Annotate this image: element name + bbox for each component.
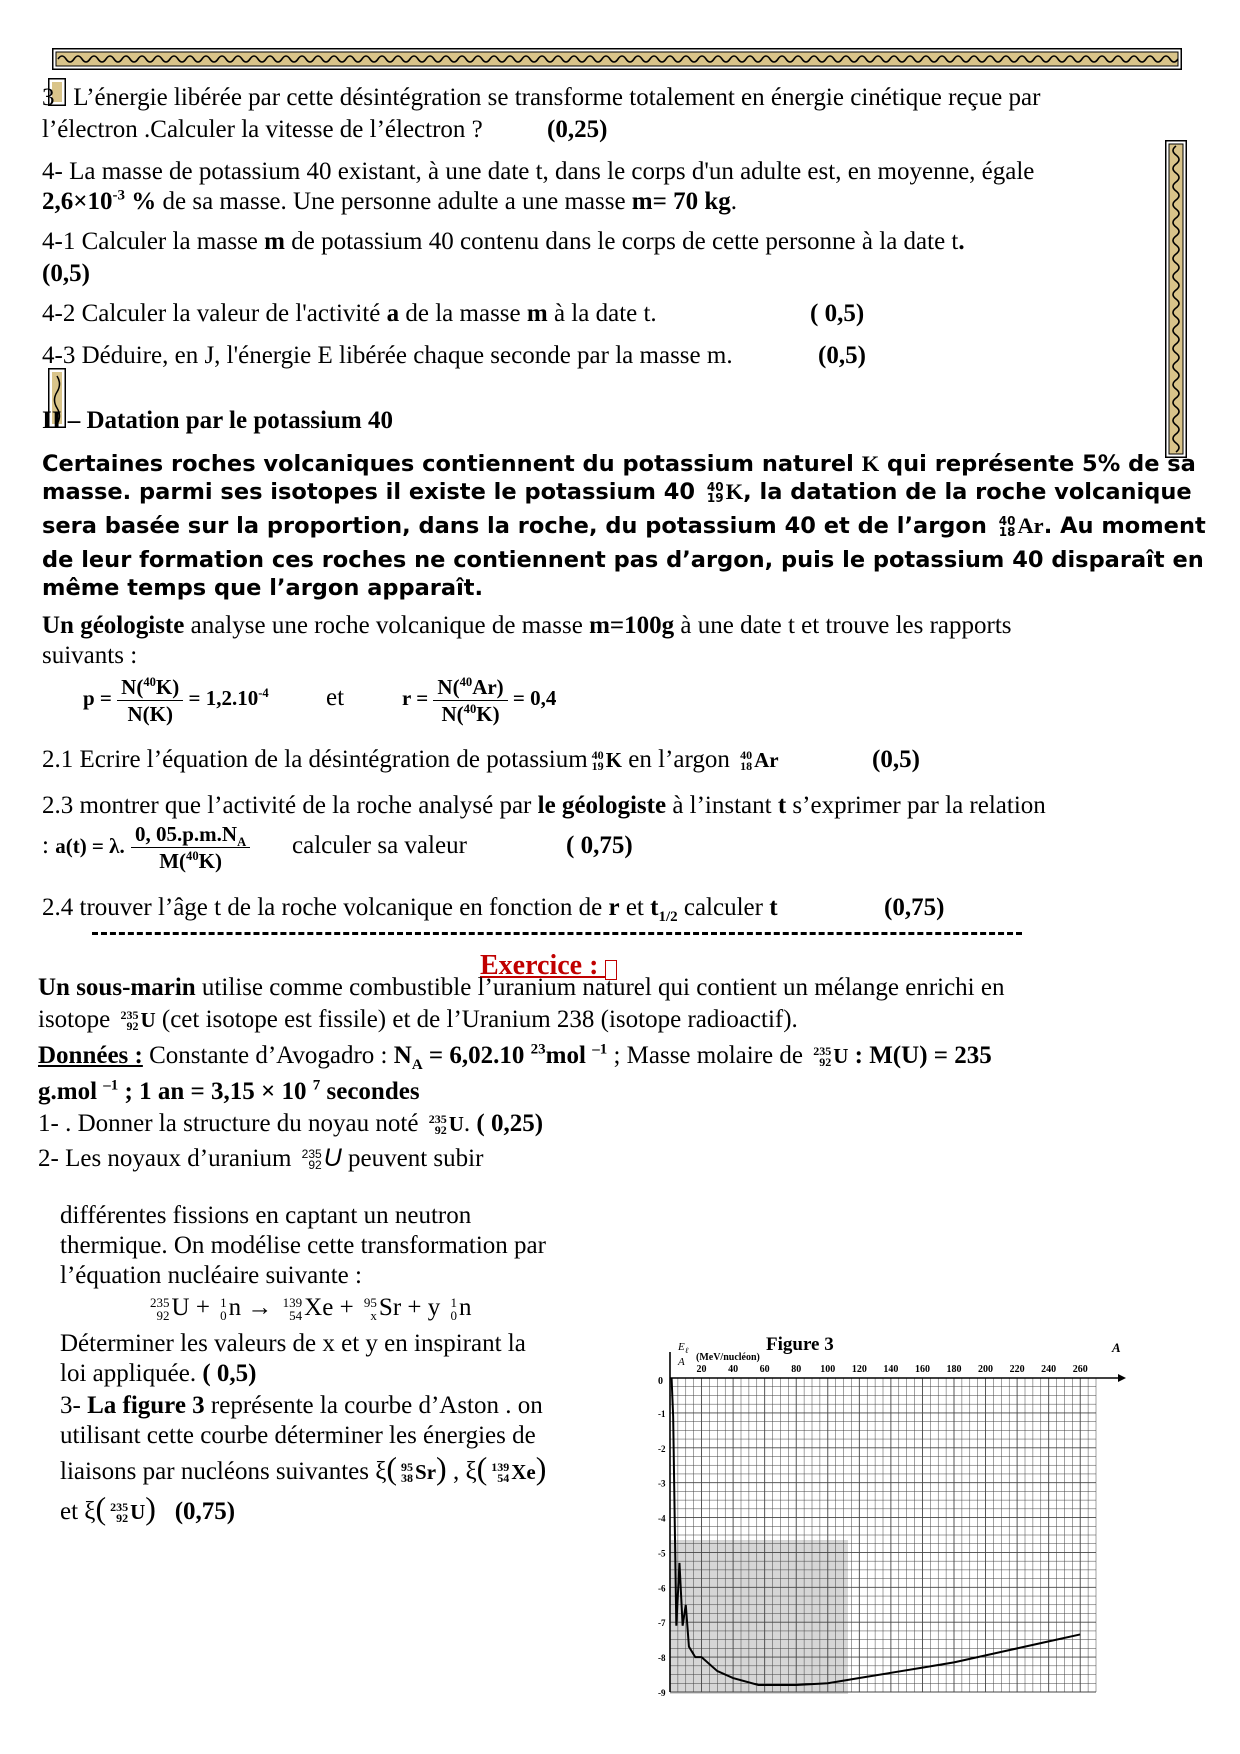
ratio-p-denominator: N(K)	[127, 701, 173, 726]
q21-text-a: 2.1 Ecrire l’équation de la désintégration de potassium	[42, 746, 588, 773]
y-tick-label: -6	[658, 1583, 666, 1594]
part2-p1a: Certaines roches volcaniques contiennent du potassium naturel	[42, 451, 862, 477]
x-tick-label: 80	[791, 1364, 802, 1375]
u-symbol-2: U	[833, 1044, 849, 1068]
q24-sub: 1/2	[658, 909, 678, 925]
part2-p1b: qui représente 5% de sa	[879, 451, 1196, 477]
eq-xe-z: 54	[289, 1308, 303, 1324]
x-tick-label: 240	[1041, 1364, 1057, 1375]
x-tick-label: 140	[883, 1364, 899, 1375]
q23-calc: calculer sa valeur	[292, 832, 467, 859]
ex-line1	[38, 972, 1004, 1004]
q2-u-mass: 235	[301, 1147, 322, 1162]
eq-n-z: 0	[220, 1308, 227, 1324]
x-tick-label: 200	[978, 1364, 994, 1375]
q4-percent: %	[125, 188, 157, 215]
q41-dot: .	[958, 228, 965, 255]
ratio-p-formula	[83, 668, 269, 728]
q21-text-b: en l’argon	[622, 746, 737, 773]
geo-text-b: analyse une roche volcanique de masse	[184, 612, 590, 639]
q24-line	[42, 892, 778, 924]
q43-text: 4-3 Déduire, en J, l'énergie E libérée chaque seconde par la masse m.	[42, 342, 733, 369]
q1-u-z: 92	[434, 1123, 447, 1138]
x-tick-label: 120	[851, 1364, 867, 1375]
q41-line1	[42, 226, 965, 258]
sr-symbol: Sr	[415, 1460, 437, 1484]
q21-ar-mass: 40	[740, 748, 753, 763]
q3-text2: l’électron .Calculer la vitesse de l’électron ?	[42, 116, 483, 143]
eq-n-mass: 1	[220, 1295, 227, 1311]
ex-l4exp: –1	[103, 1077, 119, 1094]
na-symbol: N	[393, 1042, 412, 1069]
ex-q3a: 3-	[60, 1392, 88, 1419]
q42-text-c: à la date t.	[547, 300, 657, 327]
y-unit: (MeV/nucléon)	[696, 1352, 760, 1363]
q42-text-b: de la masse	[399, 300, 527, 327]
y-label-e: E	[678, 1341, 685, 1353]
ratio-r-den-isotope: 40	[463, 701, 477, 716]
y-tick-label: -8	[658, 1653, 666, 1664]
activity-fraction	[131, 821, 250, 874]
q3-number: 3	[42, 84, 55, 111]
fission-equation: 235 92 U + 1 0 n → 139 54 Xe + 95 x Sr + y 1 0 n	[150, 1294, 472, 1324]
activity-formula	[42, 818, 250, 874]
u235-nuclide	[120, 1010, 138, 1032]
y-label-a: A	[678, 1356, 685, 1368]
geologist-label: Un géologiste	[42, 612, 185, 639]
q4-line2	[42, 186, 737, 218]
ex-line2	[38, 1004, 798, 1036]
sr-mass: 95	[401, 1460, 414, 1475]
eq-u-symbol: U	[171, 1294, 190, 1321]
xi-xe: ξ	[465, 1458, 477, 1485]
xe-mass: 139	[491, 1460, 510, 1475]
rock-mass: m=100g	[589, 612, 675, 639]
geo-text-c: à une date t et trouve les rapports	[674, 612, 1012, 639]
na-unit: mol	[545, 1042, 593, 1069]
k40-atomic-number: 19	[706, 490, 724, 505]
part2-title: II – Datation par le potassium 40	[42, 407, 393, 434]
q41-text-b: de potassium 40 contenu dans le corps de cette personne à la date t	[284, 228, 959, 255]
ex-q3e: et	[60, 1498, 85, 1525]
q2-u-nuclide	[302, 1149, 322, 1171]
geologist-line2: suivants :	[42, 642, 138, 669]
part2-p3b: . Au moment	[1043, 513, 1206, 539]
q24-t: t	[650, 894, 659, 921]
xe-nuclide	[491, 1462, 509, 1484]
q42-points: ( 0,5)	[810, 300, 865, 327]
q3-u-mass: 235	[110, 1500, 129, 1515]
q43-line	[42, 340, 733, 372]
ex-l4c: secondes	[320, 1078, 420, 1105]
ratio-r-formula	[402, 668, 556, 728]
ex-q2-line4: l’équation nucléaire suivante :	[60, 1262, 362, 1289]
q1-u-symbol: U	[448, 1112, 464, 1136]
q4-exponent: -3	[112, 187, 125, 204]
na-unit-exp: –1	[592, 1041, 608, 1058]
q42-activity: a	[386, 300, 400, 327]
ex-q3-line1	[60, 1390, 543, 1422]
submarine-label: Un sous-marin	[38, 974, 196, 1001]
eq-n2-z: 0	[450, 1308, 457, 1324]
ratio-p-exponent: -4	[258, 686, 269, 700]
q4-dot: .	[730, 188, 738, 215]
q41-text-a: 4-1 Calculer la masse	[42, 228, 265, 255]
x-axis-label: A	[1112, 1340, 1121, 1355]
ex-q2b: peuvent subir	[341, 1145, 484, 1172]
ex-q2-text: 2- Les noyaux d’uranium	[38, 1145, 298, 1172]
eq-sr-z: x	[370, 1308, 377, 1324]
eq-sr-mass: 95	[363, 1295, 377, 1311]
x-tick-label: 260	[1072, 1364, 1088, 1375]
ex-q3-line4: et ξ( 235 92 U) (0,75)	[60, 1490, 236, 1526]
part2-para-line4: de leur formation ces roches ne contiennent pas d’argon, puis le potassium 40 disparaît en	[42, 547, 1204, 573]
part2-p2b: , la datation de la roche volcanique	[743, 479, 1192, 505]
y-tick-label: -1	[658, 1408, 666, 1419]
part2-para-line5: même temps que l’argon apparaît.	[42, 575, 484, 601]
ex-q1-text: 1- . Donner la structure du noyau noté	[38, 1110, 425, 1137]
q21-ar-z: 18	[740, 759, 753, 774]
activity-lhs: a(t) = λ.	[55, 834, 125, 858]
y-tick-label: -2	[658, 1443, 666, 1454]
ex-q3-line2: utilisant cette courbe déterminer les énergies de	[60, 1422, 536, 1449]
et-word: et	[326, 684, 345, 711]
q42-line	[42, 298, 657, 330]
u235-mass: 235	[120, 1008, 139, 1023]
ex-l4exp2: 7	[312, 1077, 321, 1094]
q3-u-nuclide	[110, 1502, 128, 1524]
x-tick-label: 220	[1009, 1364, 1025, 1375]
x-tick-label: 20	[696, 1364, 707, 1375]
eq-u-z: 92	[156, 1308, 170, 1324]
eq-xe-symbol: Xe +	[304, 1294, 360, 1321]
x-tick-label: 180	[946, 1364, 962, 1375]
part2-para-line3	[42, 510, 1206, 542]
q3-u-symbol: U	[130, 1500, 146, 1524]
k40-symbol: K	[725, 479, 744, 504]
q21-k-symbol: K	[605, 748, 623, 772]
x-tick-label: 60	[759, 1364, 770, 1375]
ratio-p-numerator: N($^{40}$K)	[117, 674, 183, 701]
q1-dot: .	[463, 1110, 477, 1137]
ex-q3-line3: liaisons par nucléons suivantes ξ( 95 38 Sr) , ξ( 139 54 Xe)	[60, 1450, 547, 1486]
ex-q2g: loi appliquée.	[60, 1360, 203, 1387]
ratio-r-fraction	[433, 674, 507, 727]
activity-numerator	[131, 821, 250, 848]
q1-u-nuclide	[429, 1114, 447, 1136]
x-tick-label: 40	[728, 1364, 739, 1375]
figure-3-ref: La figure 3	[87, 1392, 205, 1419]
q24-et: et	[619, 894, 651, 921]
q23-colon: :	[42, 832, 49, 859]
u235-z: 92	[126, 1019, 139, 1034]
u235-symbol: U	[140, 1008, 156, 1032]
decorative-border-right	[1165, 140, 1187, 458]
q3-points: (0,25)	[547, 116, 608, 143]
q4-line1	[42, 156, 1034, 188]
q42-text-a: 4-2 Calculer la valeur de l'activité	[42, 300, 387, 327]
q21-k-nuclide	[592, 750, 604, 772]
ex-q2-line2: différentes fissions en captant un neutron	[60, 1202, 472, 1229]
r-lhs: r =	[402, 686, 429, 710]
ratio-r-value: = 0,4	[512, 686, 557, 710]
ex-l4a: g.mol	[38, 1078, 104, 1105]
q21-ar-nuclide	[740, 750, 752, 772]
q24-r: r	[608, 894, 620, 921]
na-value: = 6,02.10	[422, 1042, 531, 1069]
q3-line1	[42, 82, 1040, 114]
q23-text-b: à l’instant	[666, 792, 778, 819]
k40-mass-number: 40	[706, 479, 724, 494]
eq-n-symbol: n	[228, 1294, 242, 1321]
xi-u: ξ	[84, 1498, 96, 1525]
q21-k-z: 19	[591, 759, 604, 774]
activity-denominator: M($^{40}$K)	[159, 848, 222, 873]
ex-q2-line5: Déterminer les valeurs de x et y en inspirant la	[60, 1330, 526, 1357]
ex-l2b: (cet isotope est fissile) et de l’Uranium 238 (isotope radioactif).	[155, 1006, 798, 1033]
ex-q3b: représente la courbe d’Aston . on	[204, 1392, 543, 1419]
figure-title: Figure 3	[766, 1334, 834, 1355]
ex-mm: ; Masse molaire de	[607, 1042, 810, 1069]
geologist-line1	[42, 610, 1012, 642]
activity-num-text: 0, 05.p.m.N	[134, 821, 238, 846]
sr-nuclide	[401, 1462, 413, 1484]
q23-text-c: s’exprimer par la relation	[786, 792, 1046, 819]
q4-mass: m= 70 kg	[631, 188, 731, 215]
ex-q3d: liaisons par nucléons suivantes	[60, 1458, 376, 1485]
x-tick-label: 160	[914, 1364, 930, 1375]
q41-m: m	[264, 228, 285, 255]
y-label-sub: ℓ	[685, 1346, 689, 1355]
ex-line4	[38, 1076, 420, 1108]
ex-q1-points: ( 0,25)	[476, 1110, 544, 1137]
ratio-r-num-isotope: 40	[459, 674, 473, 689]
molar-mass: : M(U) = 235	[848, 1042, 992, 1069]
ex-q1	[38, 1108, 543, 1140]
ex-q2-line1	[38, 1142, 483, 1175]
x-tick-label: 100	[820, 1364, 836, 1375]
data-label: Données :	[38, 1042, 143, 1069]
eq-n2-mass: 1	[450, 1295, 457, 1311]
p-lhs: p =	[83, 686, 112, 710]
ex-q2-points: ( 0,5)	[202, 1360, 257, 1387]
q24-text-a: 2.4 trouver l’âge t de la roche volcanique en fonction de	[42, 894, 609, 921]
q42-m: m	[526, 300, 548, 327]
decorative-border-top	[52, 48, 1182, 70]
activity-num-sub: A	[237, 834, 247, 849]
ratio-p-value: = 1,2.10	[188, 686, 259, 710]
ex-q3-points: (0,75)	[174, 1498, 236, 1525]
eq-sr-symbol: Sr + y	[378, 1294, 447, 1321]
ar40-nuclide	[998, 513, 1016, 539]
eq-n2-nuclide	[451, 1296, 458, 1322]
ex-q2-line3: thermique. On modélise cette transformation par	[60, 1232, 546, 1259]
q2-u-symbol: U	[323, 1144, 342, 1172]
na-exp: 23	[530, 1041, 546, 1058]
part2-p3a: sera basée sur la proportion, dans la roche, du potassium 40 et de l’argon	[42, 513, 995, 539]
ratio-r-numerator: N($^{40}$Ar)	[433, 674, 507, 701]
ar40-symbol: Ar	[1017, 513, 1044, 538]
q21-points: (0,5)	[872, 746, 920, 773]
q3-u-z: 92	[116, 1511, 129, 1526]
q23-t: t	[777, 792, 787, 819]
eq-n-nuclide	[220, 1296, 227, 1322]
shaded-region	[670, 1540, 848, 1694]
q1-u-mass: 235	[428, 1112, 447, 1127]
exercise-title-text: Exercice :	[480, 950, 606, 981]
q43-points: (0,5)	[818, 342, 866, 369]
y-tick-label: -5	[658, 1548, 666, 1559]
k40-nuclide	[706, 479, 724, 505]
ex-l4b: ; 1 an = 3,15 × 10	[118, 1078, 313, 1105]
sr-z: 38	[401, 1471, 414, 1486]
q41-points: (0,5)	[42, 260, 90, 287]
q23-geologist: le géologiste	[537, 792, 667, 819]
q24-tt: t	[769, 894, 778, 921]
ex-av: Constante d’Avogadro :	[142, 1042, 394, 1069]
part2-para-line2	[42, 476, 1192, 508]
ratio-p-num-isotope: 40	[143, 674, 156, 689]
y-tick-label: -4	[658, 1513, 666, 1524]
origin-label: 0	[658, 1376, 663, 1387]
eq-sr-nuclide	[364, 1296, 377, 1322]
q23-text-a: 2.3 montrer que l’activité de la roche analysé par	[42, 792, 538, 819]
q24-points: (0,75)	[884, 894, 945, 921]
u235-nuclide-2	[813, 1046, 831, 1068]
q3-line2	[42, 114, 607, 146]
part2-p2a: masse. parmi ses isotopes il existe le potassium 40	[42, 479, 703, 505]
q4-text1: 4- La masse de potassium 40 existant, à une date t, dans le corps d'un adulte est, en moyenne, égale	[42, 158, 1035, 185]
y-tick-label: -7	[658, 1618, 666, 1629]
q3-text1: L’énergie libérée par cette désintégration se transforme totalement en énergie cinétique reçue par	[73, 84, 1041, 111]
xi-sr: ξ	[375, 1458, 387, 1485]
ex-l2a: isotope	[38, 1006, 117, 1033]
u-mass-2: 235	[813, 1044, 832, 1059]
q4-text2: de sa masse. Une personne adulte a une masse	[156, 188, 632, 215]
ratio-r-denominator: N($^{40}$K)	[441, 701, 500, 726]
ar40-atomic-number: 18	[998, 524, 1016, 539]
y-tick-label: -9	[658, 1688, 666, 1698]
ex-l1b: utilise comme combustible l’uranium naturel qui contient un mélange enrichi en	[195, 974, 1005, 1001]
q24-text-b: calculer	[677, 894, 770, 921]
aston-curve-figure	[656, 1330, 1126, 1698]
eq-u-mass: 235	[150, 1295, 170, 1311]
u-z-2: 92	[819, 1055, 832, 1070]
ratio-p-fraction	[117, 674, 183, 727]
q2-u-z: 92	[308, 1158, 322, 1173]
eq-u-nuclide	[150, 1296, 170, 1322]
eq-xe-mass: 139	[282, 1295, 303, 1311]
ar40-mass-number: 40	[998, 513, 1016, 528]
q4-value: 2,6×10	[42, 188, 113, 215]
ex-data-line	[38, 1040, 992, 1072]
na-sub: A	[411, 1057, 423, 1073]
section-separator	[92, 932, 1022, 935]
ex-q2-line6	[60, 1358, 256, 1390]
y-tick-label: -3	[658, 1478, 666, 1489]
q21-k-mass: 40	[591, 748, 604, 763]
xe-z: 54	[497, 1471, 510, 1486]
q23-points: ( 0,75)	[566, 832, 633, 859]
q21-ar-symbol: Ar	[754, 748, 779, 772]
eq-xe-nuclide	[283, 1296, 303, 1322]
potassium-symbol: K	[861, 451, 880, 476]
activity-den-isotope: 40	[186, 848, 199, 863]
eq-n2-symbol: n	[459, 1294, 472, 1321]
q21-line	[42, 744, 779, 776]
xe-symbol: Xe	[511, 1460, 536, 1484]
